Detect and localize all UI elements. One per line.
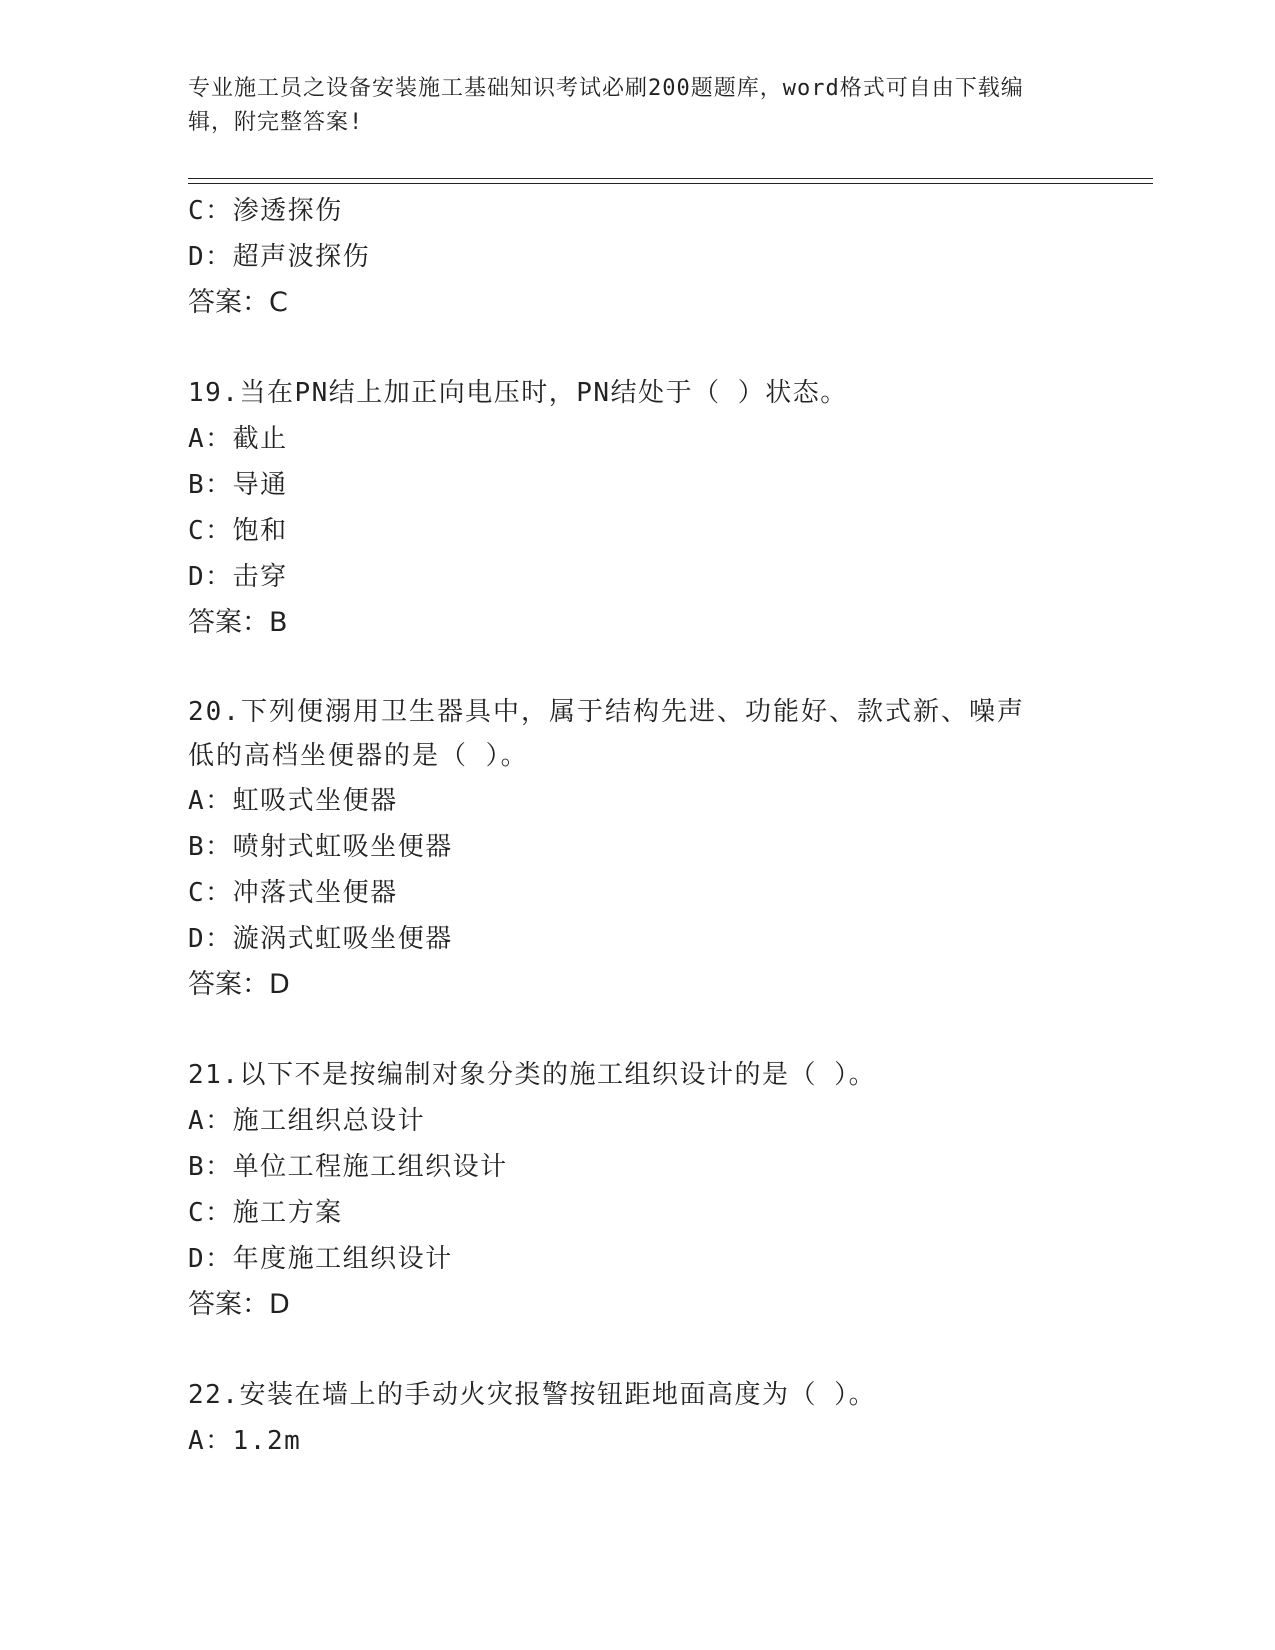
option-a: A：虹吸式坐便器 — [188, 786, 398, 816]
option-b: B：导通 — [188, 470, 288, 500]
question-block-carryover — [188, 188, 1108, 326]
answer-line: 答案：D — [188, 1289, 290, 1320]
option-a: A：1.2m — [188, 1426, 302, 1456]
question-text: 19.当在PN结上加正向电压时，PN结处于（ ）状态。 — [188, 378, 848, 408]
option-c: C：渗透探伤 — [188, 196, 343, 226]
header-divider-bottom — [188, 183, 1153, 184]
question-list — [188, 188, 1108, 1464]
header-divider-top — [188, 178, 1153, 179]
question-block-20 — [188, 690, 1108, 1008]
option-c: C：施工方案 — [188, 1198, 343, 1228]
option-d: D：超声波探伤 — [188, 242, 371, 272]
question-block-19 — [188, 370, 1108, 646]
option-c: C：冲落式坐便器 — [188, 878, 398, 908]
answer-line: 答案：B — [188, 607, 288, 638]
question-block-22 — [188, 1372, 1108, 1464]
option-a: A：施工组织总设计 — [188, 1106, 426, 1136]
option-c: C：饱和 — [188, 516, 288, 546]
answer-line: 答案：C — [188, 287, 288, 318]
document-header: 专业施工员之设备安装施工基础知识考试必刷200题题库，word格式可自由下载编辑，附完整答案! — [188, 76, 1024, 135]
question-text: 22.安装在墙上的手动火灾报警按钮距地面高度为（ ）。 — [188, 1380, 877, 1410]
question-text: 21.以下不是按编制对象分类的施工组织设计的是（ ）。 — [188, 1060, 877, 1090]
option-d: D：漩涡式虹吸坐便器 — [188, 924, 453, 954]
option-d: D：击穿 — [188, 562, 288, 592]
option-b: B：喷射式虹吸坐便器 — [188, 832, 453, 862]
option-a: A：截止 — [188, 424, 288, 454]
question-block-21 — [188, 1052, 1108, 1328]
option-b: B：单位工程施工组织设计 — [188, 1152, 508, 1182]
answer-line: 答案：D — [188, 969, 290, 1000]
option-d: D：年度施工组织设计 — [188, 1244, 453, 1274]
question-text: 20.下列便溺用卫生器具中，属于结构先进、功能好、款式新、噪声低的高档坐便器的是（ ）。 — [188, 697, 1025, 771]
